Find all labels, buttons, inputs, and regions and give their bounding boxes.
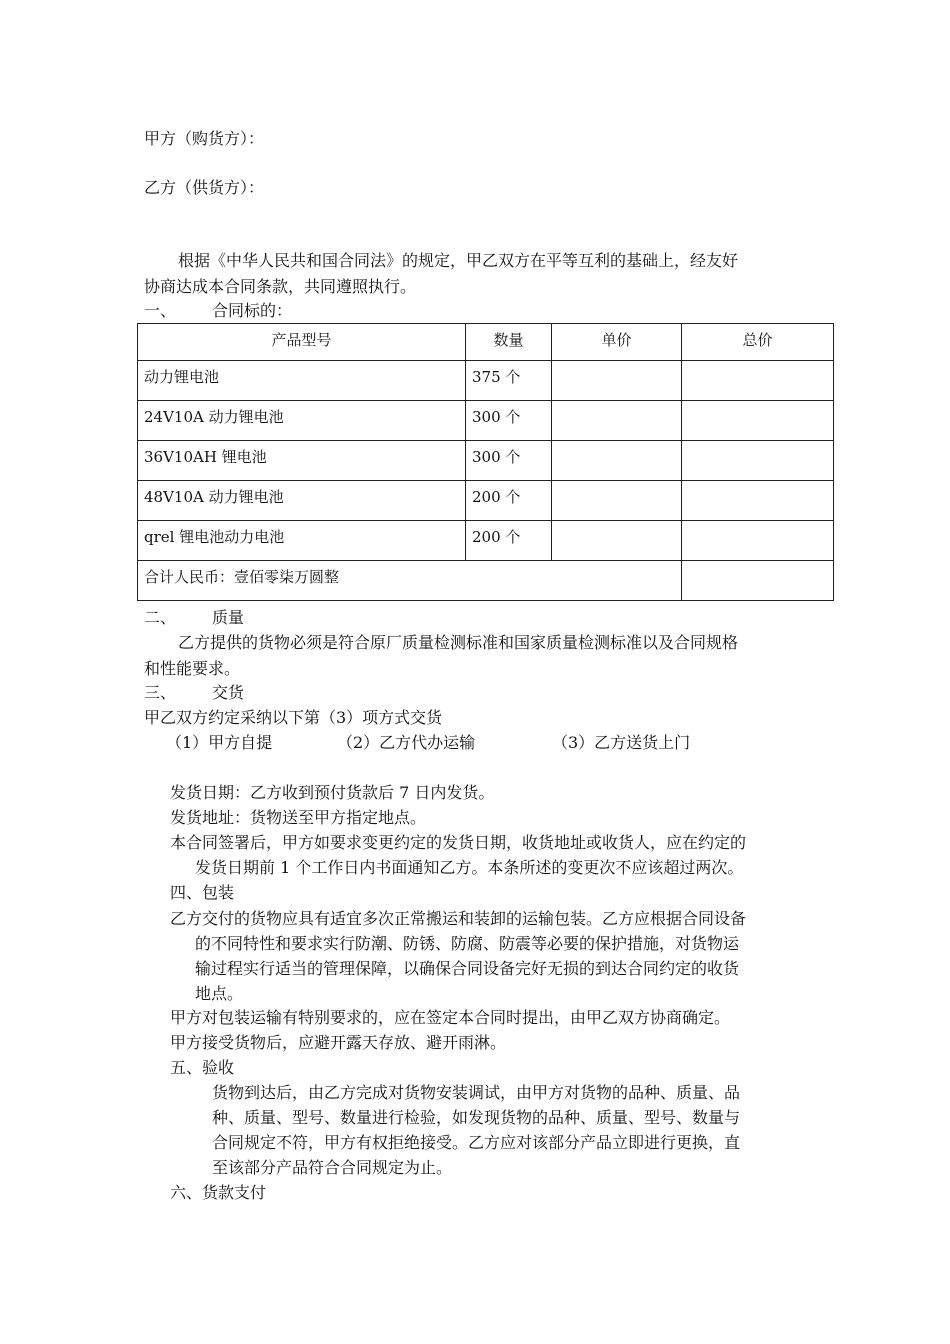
cell-total-price: [682, 361, 834, 401]
packaging-storage: 甲方接受货物后，应避开露天存放、避开雨淋。: [170, 1033, 507, 1052]
cell-model: 24V10A 动力锂电池: [138, 401, 466, 441]
total-amount-value: [682, 561, 834, 601]
section-2-line-2: 和性能要求。: [144, 659, 241, 678]
packaging-line-4: 地点。: [195, 984, 244, 1003]
table-total-row: [138, 561, 834, 601]
packaging-line-1: 乙方交付的货物应具有适宜多次正常搬运和装卸的运输包装。乙方应根据合同设备: [170, 909, 747, 928]
delivery-method-line: 甲乙双方约定采纳以下第（3）项方式交货: [144, 708, 443, 727]
cell-total-price: [682, 521, 834, 561]
cell-unit-price: [552, 481, 682, 521]
section-1-title: 合同标的：: [212, 301, 293, 320]
intro-line-2: 协商达成本合同条款，共同遵照执行。: [144, 277, 417, 296]
cell-quantity: 200 个: [466, 481, 552, 521]
table-row: [138, 361, 834, 401]
cell-unit-price: [552, 361, 682, 401]
product-table: [137, 323, 834, 601]
cell-model: qrel 锂电池动力电池: [138, 521, 466, 561]
header-model: 产品型号: [138, 324, 466, 361]
header-total-price: 总价: [682, 324, 834, 361]
total-amount-label: 合计人民币：壹佰零柒万圆整: [138, 561, 682, 601]
party-b-label: 乙方（供货方）：: [144, 178, 265, 197]
acceptance-line-4: 至该部分产品符合合同规定为止。: [212, 1158, 453, 1177]
cell-total-price: [682, 401, 834, 441]
delivery-option-3: （3）乙方送货上门: [552, 733, 691, 752]
table-row: [138, 521, 834, 561]
acceptance-line-1: 货物到达后，由乙方完成对货物安装调试，由甲方对货物的品种、质量、品: [212, 1083, 741, 1102]
ship-address: 发货地址：货物送至甲方指定地点。: [170, 808, 427, 827]
ship-date: 发货日期：乙方收到预付货款后 7 日内发货。: [170, 783, 495, 802]
header-unit-price: 单价: [552, 324, 682, 361]
section-3-title: 交货: [212, 683, 245, 702]
table-row: [138, 481, 834, 521]
cell-unit-price: [552, 441, 682, 481]
table-header-row: [138, 324, 834, 361]
delivery-option-2: （2）乙方代办运输: [337, 733, 476, 752]
party-a-label: 甲方（购货方）：: [144, 129, 265, 148]
cell-quantity: 300 个: [466, 441, 552, 481]
intro-line-1: 根据《中华人民共和国合同法》的规定，甲乙双方在平等互利的基础上，经友好: [178, 251, 739, 270]
change-clause-line-2: 发货日期前 1 个工作日内书面通知乙方。本条所述的变更次不应该超过两次。: [195, 858, 744, 877]
section-4-title: 四、包装: [170, 883, 235, 902]
cell-model: 动力锂电池: [138, 361, 466, 401]
table-row: [138, 441, 834, 481]
cell-total-price: [682, 481, 834, 521]
cell-unit-price: [552, 401, 682, 441]
cell-model: 48V10A 动力锂电池: [138, 481, 466, 521]
packaging-line-3: 输过程实行适当的管理保障，以确保合同设备完好无损的到达合同约定的收货: [195, 959, 740, 978]
table-row: [138, 401, 834, 441]
section-2-number: 二、: [144, 608, 177, 627]
cell-quantity: 375 个: [466, 361, 552, 401]
cell-unit-price: [552, 521, 682, 561]
cell-total-price: [682, 441, 834, 481]
change-clause-line-1: 本合同签署后，甲方如要求变更约定的发货日期，收货地址或收货人，应在约定的: [170, 833, 747, 852]
cell-quantity: 200 个: [466, 521, 552, 561]
section-2-title: 质量: [212, 608, 245, 627]
packaging-special-request: 甲方对包装运输有特别要求的，应在签定本合同时提出，由甲乙双方协商确定。: [170, 1008, 731, 1027]
header-quantity: 数量: [466, 324, 552, 361]
cell-model: 36V10AH 锂电池: [138, 441, 466, 481]
section-2-line-1: 乙方提供的货物必须是符合原厂质量检测标准和国家质量检测标准以及合同规格: [178, 633, 739, 652]
acceptance-line-2: 种、质量、型号、数量进行检验，如发现货物的品种、质量、型号、数量与: [212, 1108, 741, 1127]
packaging-line-2: 的不同特性和要求实行防潮、防锈、防腐、防震等必要的保护措施，对货物运: [195, 934, 740, 953]
section-6-title: 六、货款支付: [170, 1183, 267, 1202]
cell-quantity: 300 个: [466, 401, 552, 441]
section-1-number: 一、: [144, 301, 177, 320]
acceptance-line-3: 合同规定不符，甲方有权拒绝接受。乙方应对该部分产品立即进行更换，直: [212, 1133, 741, 1152]
section-5-title: 五、验收: [170, 1058, 235, 1077]
delivery-option-1: （1）甲方自提: [166, 733, 273, 752]
section-3-number: 三、: [144, 683, 177, 702]
